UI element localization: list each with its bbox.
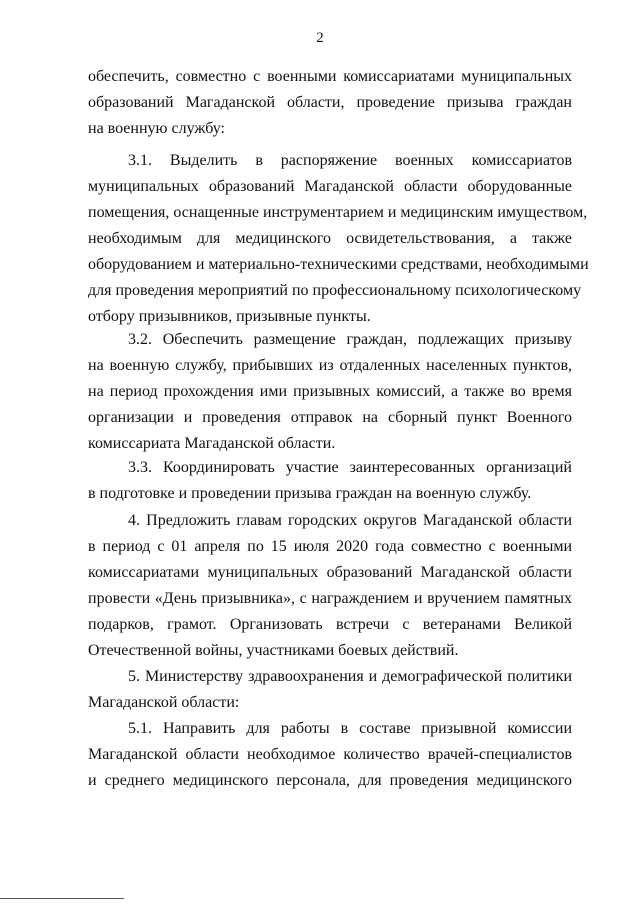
text-line: необходимым для медицинского освидетельствования, а также <box>88 230 572 247</box>
text-line: Магаданской области необходимое количество врачей-специалистов <box>88 746 572 763</box>
text-line: обеспечить, совместно с военными комиссариатами муниципальных <box>88 68 572 85</box>
text-line: для проведения мероприятий по профессиональному психологическому <box>88 282 582 299</box>
paragraph-3-2-first-line: 3.2. Обеспечить размещение граждан, подлежащих призыву <box>128 331 572 348</box>
text-line: провести «День призывника», с награждением и вручением памятных <box>88 590 572 607</box>
text-line: отбору призывников, призывные пункты. <box>88 308 371 325</box>
paragraph-4-first-line: 4. Предложить главам городских округов Магаданской области <box>128 512 572 529</box>
text-line: и среднего медицинского персонала, для проведения медицинского <box>88 772 572 789</box>
text-line: комиссариатами муниципальных образований Магаданской области <box>88 564 572 581</box>
text-line: помещения, оснащенные инструментарием и медицинским имуществом, <box>88 204 588 221</box>
paragraph-5-first-line: 5. Министерству здравоохранения и демографической политики <box>128 668 572 685</box>
text-line: оборудованием и материально-техническими средствами, необходимыми <box>88 256 589 273</box>
paragraph-3-3-first-line: 3.3. Координировать участие заинтересованных организаций <box>128 459 572 476</box>
paragraph-3-1-first-line: 3.1. Выделить в распоряжение военных комиссариатов <box>128 152 572 169</box>
text-line: подарков, грамот. Организовать встречи с ветеранами Великой <box>88 616 572 633</box>
text-line: на военную службу, прибывших из отдаленных населенных пунктов, <box>88 357 572 374</box>
text-line: в период с 01 апреля по 15 июля 2020 года совместно с военными <box>88 538 572 555</box>
text-line: Отечественной войны, участниками боевых действий. <box>88 642 459 659</box>
text-line: образований Магаданской области, проведение призыва граждан <box>88 94 572 111</box>
text-line: на военную службу: <box>88 120 225 137</box>
page-number: 2 <box>316 30 324 46</box>
text-line: организации и проведения отправок на сборный пункт Военного <box>88 409 572 426</box>
text-line: Магаданской области: <box>88 694 240 711</box>
text-line: на период прохождения ими призывных комиссий, а также во время <box>88 383 572 400</box>
text-line: комиссариата Магаданской области. <box>88 435 336 452</box>
text-line: муниципальных образований Магаданской области оборудованные <box>88 178 572 195</box>
text-line: в подготовке и проведении призыва граждан на военную службу. <box>88 485 532 502</box>
footer-rule <box>0 898 124 899</box>
paragraph-5-1-first-line: 5.1. Направить для работы в составе призывной комиссии <box>128 720 572 737</box>
